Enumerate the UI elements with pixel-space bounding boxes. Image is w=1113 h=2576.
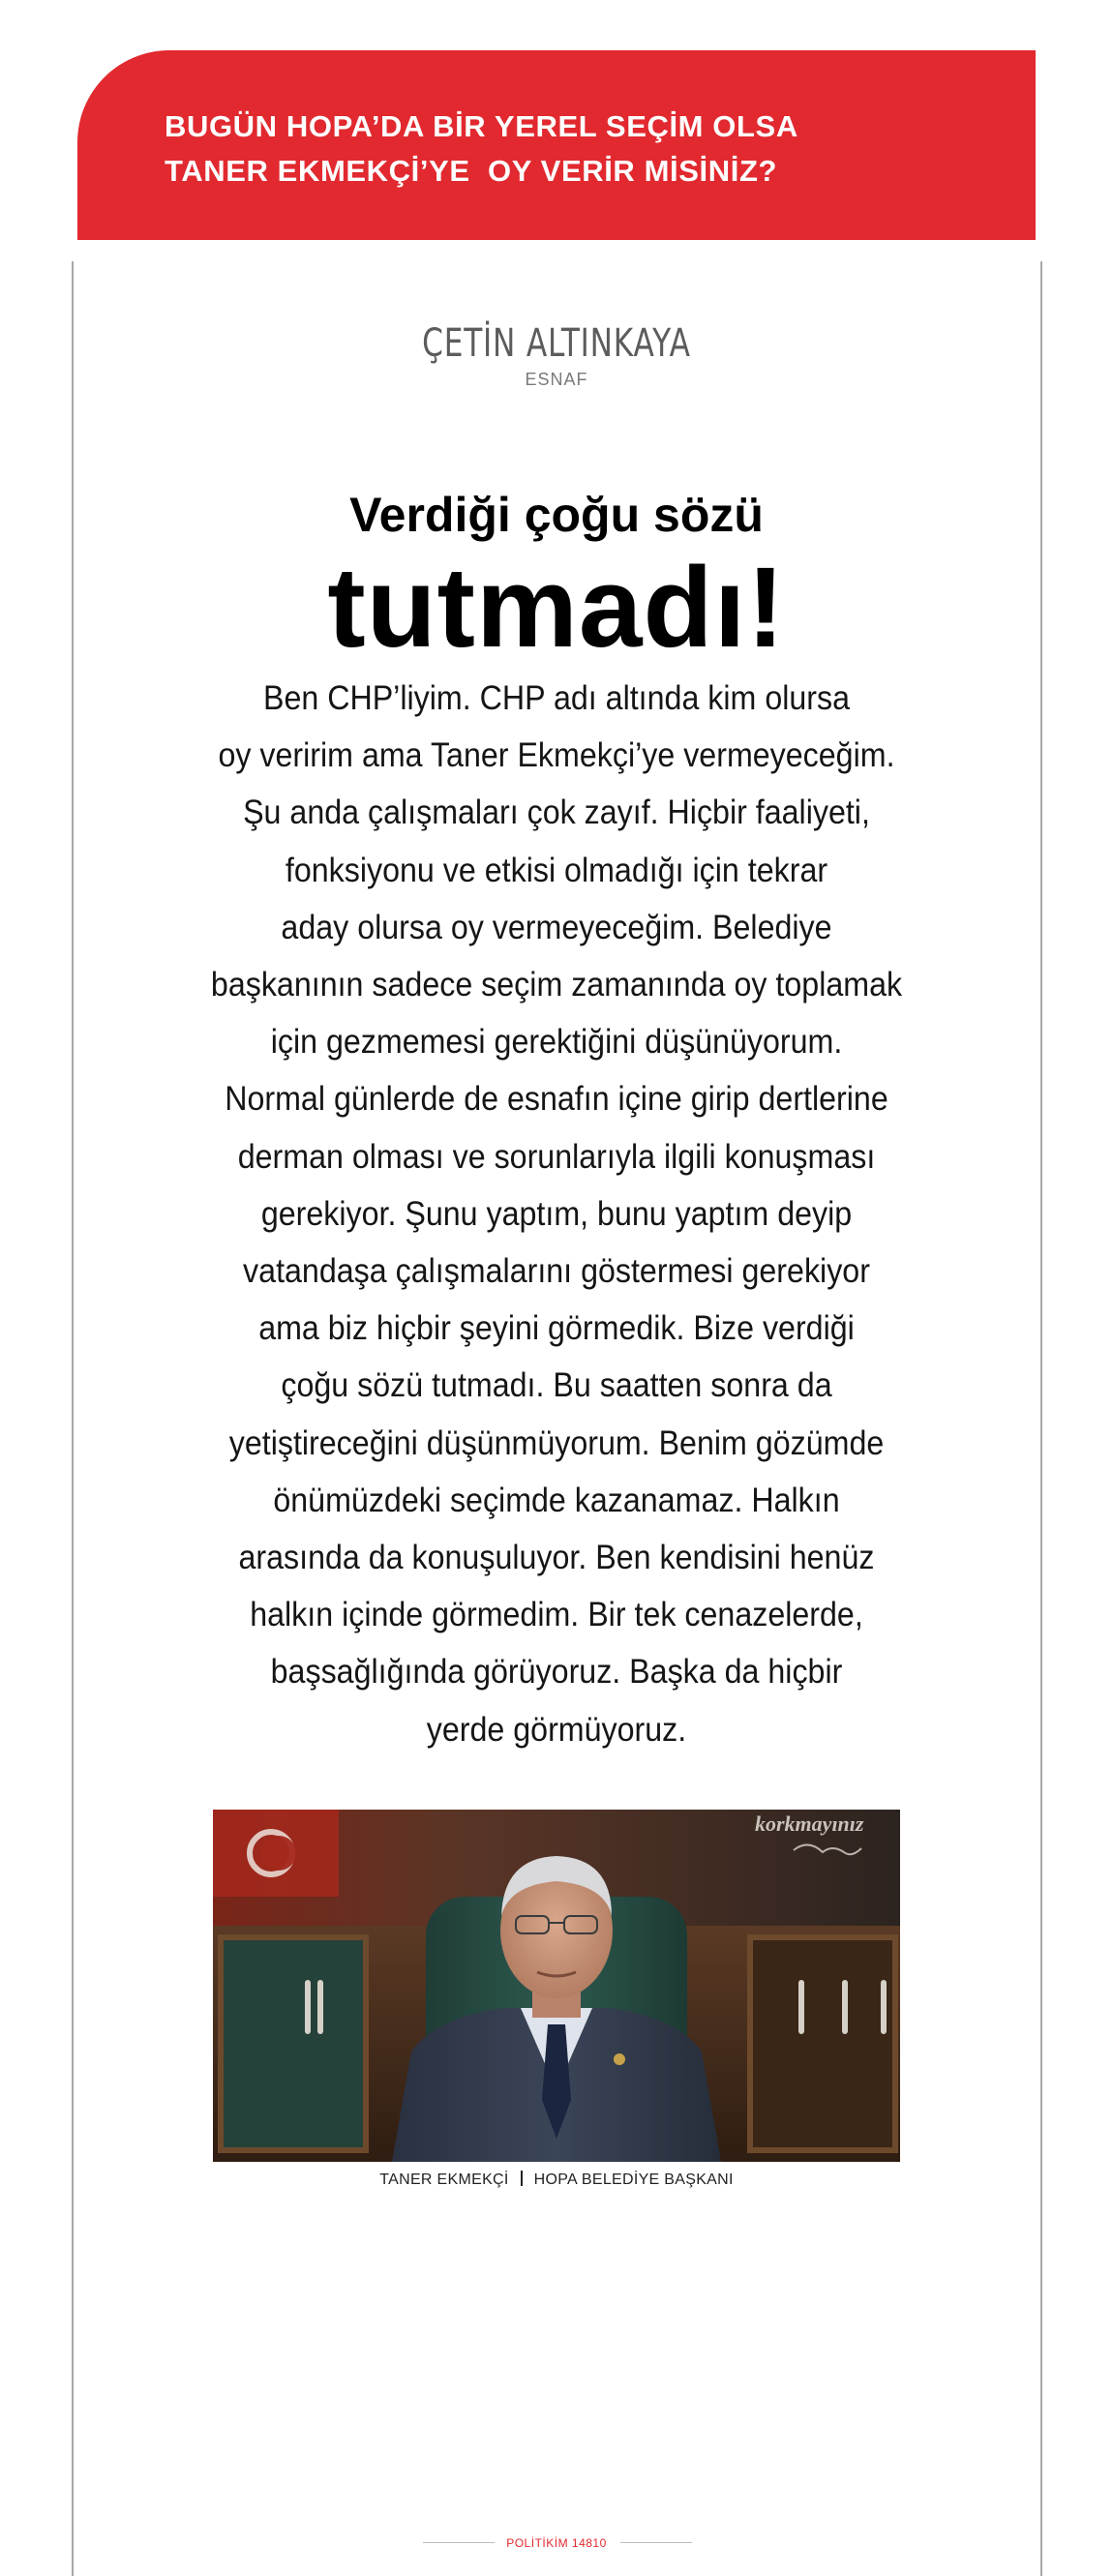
- article-body: [145, 670, 968, 1758]
- body-line-11: vatandaşa çalışmalarını göstermesi gerekiyor: [243, 1252, 870, 1291]
- body-line-19: yerde görmüyoruz.: [426, 1710, 687, 1749]
- footer-rule-left: [423, 2542, 495, 2543]
- body-line-1: Ben CHP’liyim. CHP adı altında kim olursa: [262, 679, 851, 717]
- page-footer: [0, 2533, 1113, 2553]
- headline: [0, 484, 1113, 672]
- body-line-14: yetiştireceğini düşünmüyorum. Benim gözümde: [228, 1423, 885, 1462]
- banner-question-line-1: BUGÜN HOPA’DA BİR YEREL SEÇİM OLSA: [165, 109, 798, 143]
- body-line-2: oy veririm ama Taner Ekmekçi’ye vermeyeceğim.: [218, 736, 895, 775]
- body-line-6: başkanının sadece seçim zamanında oy toplamak: [210, 966, 903, 1004]
- body-line-17: halkın içinde görmedim. Bir tek cenazelerde,: [250, 1596, 863, 1634]
- headline-top-line: Verdiği çoğu sözü: [349, 488, 764, 542]
- author-name: ÇETİN ALTINKAYA: [422, 321, 691, 366]
- body-line-16: arasında da konuşuluyor. Ben kendisini henüz: [238, 1539, 875, 1577]
- footer-rule-right: [620, 2542, 692, 2543]
- body-line-12: ama biz hiçbir şeyini görmedik. Bize verdiği: [258, 1309, 855, 1348]
- body-line-13: çoğu sözü tutmadı. Bu saatten sonra da: [281, 1366, 832, 1405]
- body-line-18: başsağlığında görüyoruz. Başka da hiçbir: [270, 1653, 843, 1692]
- caption-title: HOPA BELEDİYE BAŞKANI: [533, 2172, 734, 2188]
- headline-main-line: tutmadı!: [327, 544, 786, 672]
- caption-separator: [521, 2171, 523, 2186]
- body-line-7: için gezmemesi gerektiğini düşünüyorum.: [270, 1023, 843, 1062]
- body-line-3: Şu anda çalışmaları çok zayıf. Hiçbir faaliyeti,: [243, 794, 870, 832]
- banner-question-line-2: TANER EKMEKÇİ’YE OY VERİR MİSİNİZ?: [165, 154, 778, 188]
- mayor-portrait-photo: [213, 1810, 900, 2162]
- photo-caption: [0, 2171, 1113, 2189]
- author-block: [0, 317, 1113, 390]
- body-line-10: gerekiyor. Şunu yaptım, bunu yaptım deyip: [260, 1194, 853, 1233]
- body-line-4: fonksiyonu ve etkisi olmadığı için tekrar: [285, 851, 828, 889]
- question-banner: [77, 50, 1036, 240]
- footer-page-label: POLİTİKİM 14810: [506, 2536, 607, 2550]
- caption-name: TANER EKMEKÇİ: [379, 2172, 509, 2188]
- photo-wall-text: korkmayınız: [755, 1812, 864, 1836]
- body-line-15: önümüzdeki seçimde kazanamaz. Halkın: [273, 1481, 840, 1519]
- body-line-8: Normal günlerde de esnafın içine girip dertlerine: [225, 1080, 888, 1119]
- body-line-9: derman olması ve sorunlarıyla ilgili konuşması: [237, 1137, 876, 1176]
- author-role: ESNAF: [525, 370, 588, 389]
- body-line-5: aday olursa oy vermeyeceğim. Belediye: [281, 908, 832, 946]
- portrait-illustration: [213, 1810, 900, 2162]
